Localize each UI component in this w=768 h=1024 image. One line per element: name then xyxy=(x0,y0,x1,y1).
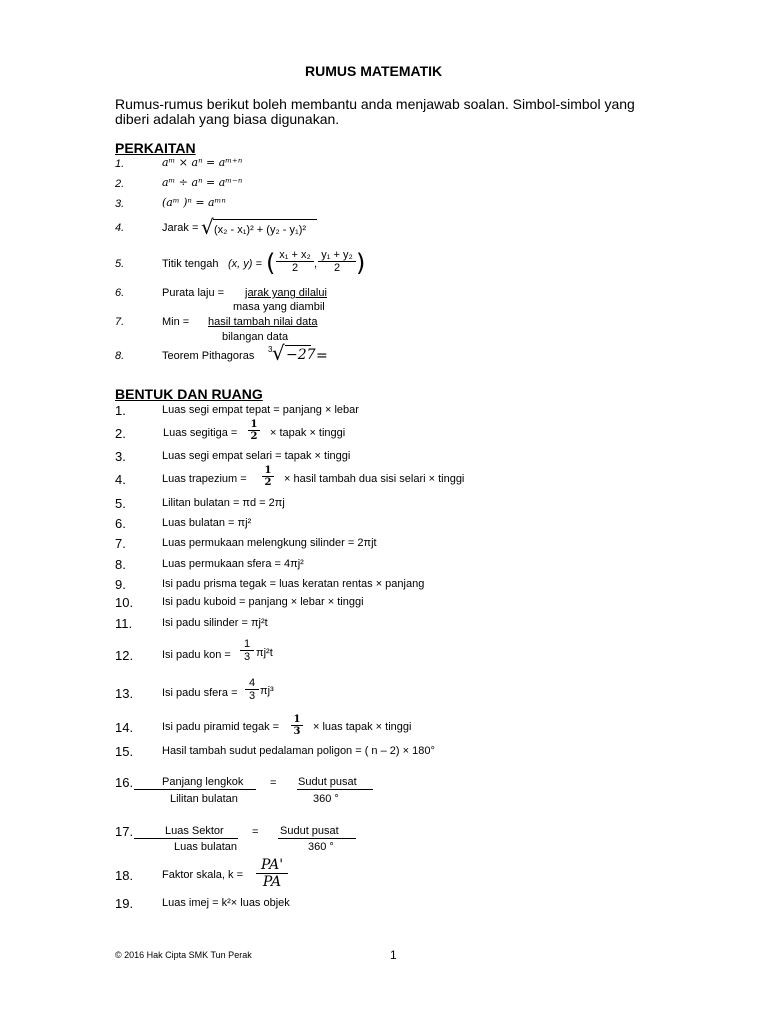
bentuk-formula-suffix: × tapak × tinggi xyxy=(270,427,346,439)
bentuk-formula-prefix: Luas segitiga = xyxy=(163,427,238,439)
intro-line-1: Rumus-rumus berikut boleh membantu anda menjawab soalan. Simbol-simbol yang xyxy=(115,96,635,112)
arc-denominator-right: 360 ° xyxy=(313,793,339,805)
bentuk-number: 18. xyxy=(115,868,134,883)
cube-root-radicand: −27 xyxy=(286,347,316,363)
bentuk-formula: Isi padu prisma tegak = luas keratan rentas × panjang xyxy=(162,578,425,590)
midpoint-y-fraction xyxy=(318,249,356,274)
bentuk-number: 14. xyxy=(115,720,134,735)
bentuk-formula-prefix: Isi padu kon = xyxy=(162,649,231,661)
bentuk-number: 2. xyxy=(115,426,126,441)
fraction-denominator: 3 xyxy=(243,651,251,663)
bentuk-number: 16. xyxy=(115,775,134,790)
bentuk-number: 3. xyxy=(115,449,126,464)
fraction-denominator: 3 xyxy=(248,690,256,702)
arc-equals: = xyxy=(270,777,277,789)
fraction-denominator: PA xyxy=(262,874,282,890)
fraction-denominator: 3 xyxy=(293,726,301,737)
perkaitan-number: 5. xyxy=(115,258,125,270)
fraction-numerator: 4 xyxy=(245,677,259,690)
titik-tengah-label: Titik tengah xyxy=(162,258,219,270)
bentuk-number: 4. xyxy=(115,472,126,487)
bentuk-number: 13. xyxy=(115,686,134,701)
bentuk-formula-suffix: πj³ xyxy=(260,685,274,697)
bentuk-formula: Luas bulatan = πj² xyxy=(162,517,252,529)
bentuk-number: 1. xyxy=(115,403,126,418)
bentuk-number: 5. xyxy=(115,496,126,511)
perkaitan-number: 8. xyxy=(115,350,125,362)
sector-numerator-right: Sudut pusat xyxy=(280,825,339,837)
midpoint-y-denominator: 2 xyxy=(333,262,341,274)
bentuk-formula: Luas permukaan sfera = 4πj² xyxy=(162,558,304,570)
perkaitan-number: 1. xyxy=(115,158,125,170)
midpoint-x-denominator: 2 xyxy=(291,262,299,274)
arc-numerator-right: Sudut pusat xyxy=(298,776,357,788)
bentuk-formula-suffix: πj²t xyxy=(256,647,273,659)
fraction-bar-right xyxy=(297,789,373,790)
bentuk-formula: Lilitan bulatan = πd = 2πj xyxy=(162,497,285,509)
purata-laju-label: Purata laju = xyxy=(162,287,225,299)
bentuk-number: 7. xyxy=(115,536,126,551)
bentuk-formula: Hasil tambah sudut pedalaman poligon = ( n – 2) × 180° xyxy=(162,745,435,757)
perkaitan-number: 4. xyxy=(115,222,125,234)
fraction-bar-left xyxy=(134,838,238,839)
bentuk-formula-prefix: Isi padu sfera = xyxy=(162,687,238,699)
fraction-denominator: 2 xyxy=(264,477,272,488)
purata-laju-numerator: jarak yang dilalui xyxy=(245,287,327,299)
sector-denominator-left: Luas bulatan xyxy=(174,841,237,853)
perkaitan-formula: aᵐ ÷ aⁿ = aᵐ⁻ⁿ xyxy=(162,176,243,189)
bentuk-formula-prefix: Isi padu piramid tegak = xyxy=(162,721,280,733)
fraction-numerator: PA' xyxy=(256,857,288,874)
jarak-radicand: (x₂ - x₁)² + (y₂ - y₁)² xyxy=(214,224,307,236)
bentuk-fraction xyxy=(245,677,259,702)
cube-root-bar xyxy=(285,345,311,346)
bentuk-number: 17. xyxy=(115,824,134,839)
sqrt-bar xyxy=(213,219,317,220)
perkaitan-number: 2. xyxy=(115,178,125,190)
fraction-bar-right xyxy=(278,838,356,839)
bentuk-formula: Luas imej = k²× luas objek xyxy=(162,897,290,909)
bentuk-formula-prefix: Luas trapezium = xyxy=(162,473,247,485)
arc-numerator-left: Panjang lengkok xyxy=(162,776,244,788)
fraction-denominator: 2 xyxy=(250,431,258,442)
bentuk-formula: Luas segi empat selari = tapak × tinggi xyxy=(162,450,351,462)
bentuk-formula: Luas permukaan melengkung silinder = 2πjt xyxy=(162,537,377,549)
jarak-label: Jarak = xyxy=(162,222,199,234)
bentuk-number: 11. xyxy=(115,616,133,631)
bentuk-formula: Luas segi empat tepat = panjang × lebar xyxy=(162,404,359,416)
bentuk-number: 15. xyxy=(115,744,134,759)
perkaitan-formula: (aᵐ )ⁿ = aᵐⁿ xyxy=(162,196,226,209)
midpoint-comma: , xyxy=(314,258,318,270)
perkaitan-number: 3. xyxy=(115,198,125,210)
bentuk-number: 6. xyxy=(115,516,126,531)
cube-root-index: 3 xyxy=(268,345,273,354)
min-numerator: hasil tambah nilai data xyxy=(208,316,318,328)
sector-numerator-left: Luas Sektor xyxy=(165,825,224,837)
scale-factor-fraction xyxy=(256,857,288,890)
sector-equals: = xyxy=(252,826,259,838)
fraction-numerator: 1 xyxy=(262,465,274,477)
bentuk-number: 10. xyxy=(115,595,134,610)
purata-laju-denominator: masa yang diambil xyxy=(233,301,325,313)
bentuk-fraction xyxy=(291,714,303,737)
bentuk-fraction xyxy=(262,465,274,488)
min-label: Min = xyxy=(162,316,190,328)
bentuk-fraction xyxy=(248,419,260,442)
bentuk-formula-prefix: Faktor skala, k = xyxy=(162,869,244,881)
titik-tengah-vars: (x, y) = xyxy=(228,258,262,270)
arc-denominator-left: Lilitan bulatan xyxy=(170,793,238,805)
midpoint-x-fraction xyxy=(276,249,314,274)
bentuk-formula: Isi padu silinder = πj²t xyxy=(162,617,268,629)
sector-denominator-right: 360 ° xyxy=(308,841,334,853)
copyright-notice: © 2016 Hak Cipta SMK Tun Perak xyxy=(115,950,252,960)
page-title: RUMUS MATEMATIK xyxy=(305,63,443,79)
midpoint-x-numerator: x₁ + x₂ xyxy=(276,249,314,262)
pithagoras-equals: = xyxy=(316,348,328,364)
section-heading-perkaitan: PERKAITAN xyxy=(115,140,196,156)
fraction-bar-left xyxy=(134,789,256,790)
perkaitan-number: 7. xyxy=(115,316,125,328)
section-heading-bentuk-dan-ruang: BENTUK DAN RUANG xyxy=(115,386,263,402)
min-denominator: bilangan data xyxy=(222,331,289,343)
bentuk-fraction xyxy=(240,638,254,663)
cube-root-symbol-icon: √ xyxy=(272,341,285,365)
bentuk-formula-suffix: × luas tapak × tinggi xyxy=(313,721,412,733)
bentuk-number: 12. xyxy=(115,648,134,663)
bentuk-number: 19. xyxy=(115,896,134,911)
fraction-numerator: 1 xyxy=(291,714,303,726)
bentuk-formula: Isi padu kuboid = panjang × lebar × tinggi xyxy=(162,596,364,608)
left-paren-icon: ( xyxy=(266,249,276,277)
right-paren-icon: ) xyxy=(356,249,366,277)
pithagoras-label: Teorem Pithagoras xyxy=(162,350,255,362)
perkaitan-number: 6. xyxy=(115,287,125,299)
sqrt-symbol-icon: √ xyxy=(201,215,214,239)
perkaitan-formula: aᵐ × aⁿ = aᵐ⁺ⁿ xyxy=(162,156,243,169)
intro-line-2: diberi adalah yang biasa digunakan. xyxy=(115,111,340,127)
bentuk-number: 9. xyxy=(115,577,126,592)
midpoint-y-numerator: y₁ + y₂ xyxy=(318,249,356,262)
fraction-numerator: 1 xyxy=(248,419,260,431)
fraction-numerator: 1 xyxy=(240,638,254,651)
page-number: 1 xyxy=(390,948,397,962)
bentuk-number: 8. xyxy=(115,557,126,572)
bentuk-formula-suffix: × hasil tambah dua sisi selari × tinggi xyxy=(284,473,465,485)
